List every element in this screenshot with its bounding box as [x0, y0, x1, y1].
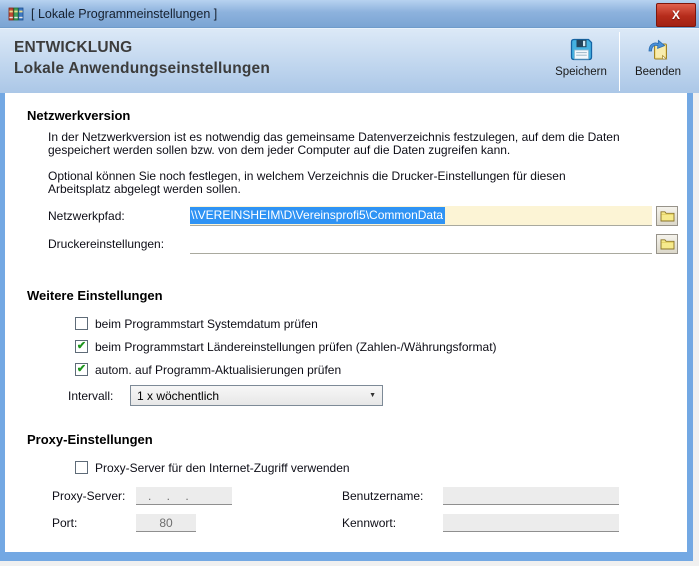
checkbox-laendereinstellungen-label[interactable]: beim Programmstart Ländereinstellungen prüfen (Zahlen-/Währungsformat) — [95, 339, 497, 354]
network-path-selected-text: \\VEREINSHEIM\D\Vereinsprofi5\CommonData — [191, 208, 444, 222]
password-field — [443, 514, 619, 532]
checkbox-aktualisierungen[interactable]: ✔ — [76, 363, 87, 375]
printer-settings-row — [48, 233, 678, 255]
checkbox-row-laendereinstellungen — [75, 339, 687, 354]
app-binders-icon — [8, 6, 24, 22]
interval-label: Intervall: — [68, 388, 114, 403]
exit-button[interactable] — [623, 31, 693, 92]
username-label: Benutzername: — [342, 489, 424, 503]
interval-dropdown[interactable] — [130, 385, 383, 406]
section-heading-proxy-einstellungen: Proxy-Einstellungen — [27, 432, 153, 447]
save-button[interactable] — [546, 31, 616, 92]
folder-icon — [660, 210, 675, 222]
toolbar-divider — [619, 32, 620, 91]
port-field: 80 — [136, 514, 196, 532]
header-toolbar — [546, 31, 693, 92]
title-bar[interactable] — [0, 0, 699, 28]
checkbox-proxy-verwenden-label[interactable]: Proxy-Server für den Internet-Zugriff verwenden — [95, 460, 350, 475]
checkbox-row-proxy — [75, 460, 687, 475]
floppy-disk-icon — [568, 36, 595, 63]
page-title: Lokale Anwendungseinstellungen — [14, 60, 271, 77]
port-label: Port: — [52, 516, 78, 530]
checkbox-row-systemdatum — [75, 316, 687, 331]
checkbox-aktualisierungen-label[interactable]: autom. auf Programm-Aktualisierungen prüfen — [95, 362, 342, 377]
checkbox-systemdatum[interactable] — [75, 317, 88, 330]
checkbox-proxy-verwenden[interactable] — [75, 461, 88, 474]
proxy-server-label: Proxy-Server: — [52, 489, 126, 503]
network-path-label: Netzwerkpfad: — [48, 209, 125, 223]
header-banner — [0, 28, 699, 93]
close-button[interactable] — [656, 3, 696, 27]
close-x-icon: X — [671, 8, 680, 22]
browse-network-path-button[interactable] — [656, 206, 678, 226]
browse-printer-settings-button[interactable] — [656, 234, 678, 254]
printer-settings-label: Druckereinstellungen: — [48, 237, 165, 251]
exit-button-label: Beenden — [634, 66, 682, 78]
window-title: [ Lokale Programmeinstellungen ] — [31, 6, 218, 21]
proxy-port-row — [52, 513, 687, 533]
network-description-1: In der Netzwerkversion ist es notwendig das gemeinsame Datenverzeichnis festzulegen, auf dem die Daten gespeichert werden sollen bzw. von dem jeder Computer auf die Daten zugreifen kann. — [48, 130, 620, 157]
header-titles — [14, 37, 270, 79]
section-heading-netzwerkversion: Netzwerkversion — [27, 108, 131, 123]
network-path-input[interactable] — [190, 206, 652, 226]
proxy-server-row — [52, 486, 687, 506]
section-heading-weitere-einstellungen: Weitere Einstellungen — [27, 288, 163, 303]
checkbox-systemdatum-label[interactable]: beim Programmstart Systemdatum prüfen — [95, 316, 318, 331]
chevron-down-icon: ▼ — [369, 392, 376, 399]
exit-folder-icon — [645, 36, 672, 63]
network-path-row — [48, 205, 678, 227]
printer-settings-input[interactable] — [190, 234, 652, 254]
password-label: Kennwort: — [342, 516, 397, 530]
network-description-2: Optional können Sie noch festlegen, in welchem Verzeichnis die Drucker-Einstellungen für diesen Arbeitsplatz abgelegt werden sollen. — [48, 169, 566, 196]
proxy-server-field: . . . — [136, 487, 232, 505]
interval-selected-value: 1 x wöchentlich — [137, 388, 220, 403]
interval-row — [68, 385, 687, 406]
folder-icon — [660, 238, 675, 250]
checkbox-row-aktualisierungen — [75, 362, 687, 377]
save-button-label: Speichern — [555, 66, 607, 78]
app-context-title: ENTWICKLUNG — [14, 39, 133, 56]
settings-form — [0, 93, 693, 561]
username-field — [443, 487, 619, 505]
checkbox-laendereinstellungen[interactable]: ✔ — [76, 340, 87, 352]
